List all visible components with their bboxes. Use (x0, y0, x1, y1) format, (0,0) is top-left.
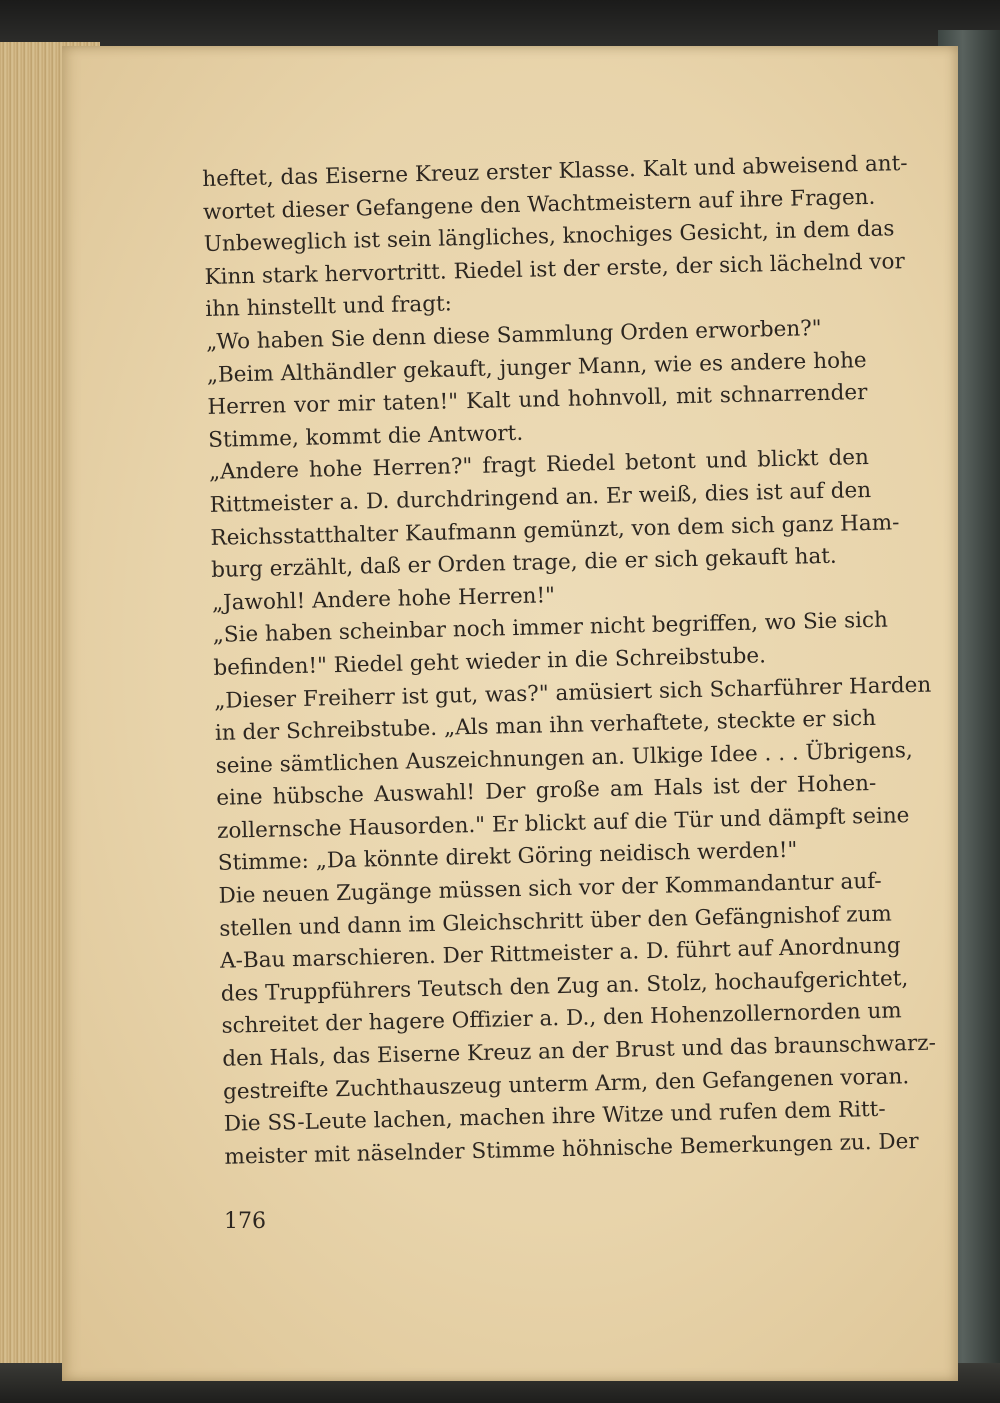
text-line: stellen und dann im Gleichschritt über den Gefängnishof zum (219, 901, 893, 942)
text-line: den Hals, das Eiserne Kreuz an der Brust und das braunschwarz- (222, 1030, 937, 1072)
text-line: Unbeweglich ist sein längliches, knochiges Gesicht, in dem das (203, 216, 895, 258)
book-page (62, 46, 958, 1381)
text-line: seine sämtlichen Auszeichnungen an. Ulkige Idee . . . Übrigens, (215, 737, 914, 779)
text-line: Stimme, kommt die Antwort. (207, 420, 524, 453)
text-line: heftet, das Eiserne Kreuz erster Klasse. Kalt und abweisend ant- (202, 150, 908, 192)
text-line: zollernsche Hausorden." Er blickt auf die Tür und dämpft seine (216, 802, 910, 844)
text-line: „Beim Althändler gekauft, junger Mann, wie es andere hohe (206, 347, 867, 388)
text-line: Herren vor mir taten!" Kalt und hohnvoll, mit schnarrender (207, 380, 868, 421)
body-text (202, 149, 937, 1174)
text-line: in der Schreibstube. „Als man ihn verhaftete, steckte er sich (214, 705, 877, 746)
text-line: A-Bau marschieren. Der Rittmeister a. D. führt auf Anordnung (219, 933, 901, 975)
text-line: „Sie haben scheinbar noch immer nicht begriffen, wo Sie sich (212, 607, 889, 649)
page-number: 176 (224, 1209, 266, 1234)
text-line: Stimme: „Da könnte direkt Göring neidisch werden!" (217, 838, 798, 877)
text-line: Rittmeister a. D. durchdringend an. Er weiß, dies ist auf den (209, 477, 872, 518)
text-line: „Jawohl! Andere hohe Herren!" (211, 582, 556, 616)
text-line: „Dieser Freiherr ist gut, was?" amüsiert sich Scharführer Harden (213, 672, 932, 714)
text-line: ihn hinstellt und fragt: (205, 291, 453, 323)
text-line: des Truppführers Teutsch den Zug an. Stolz, hochaufgerichtet, (220, 966, 909, 1007)
text-line: burg erzählt, daß er Orden trage, die er sich gekauft hat. (210, 543, 838, 584)
text-line: Die neuen Zugänge müssen sich vor der Kommandantur auf- (218, 868, 882, 909)
text-line: Kinn stark hervortritt. Riedel ist der erste, der sich lächelnd vor (204, 248, 906, 290)
scanner-background-top (0, 0, 1000, 48)
text-line: wortet dieser Gefangene den Wachtmeistern auf ihre Fragen. (202, 184, 876, 225)
text-line: meister mit näselnder Stimme höhnische Bemerkungen zu. Der (224, 1128, 919, 1170)
text-line: Die SS-Leute lachen, machen ihre Witze und rufen dem Ritt- (223, 1096, 886, 1137)
text-line: eine hübsche Auswahl! Der große am Hals ist der Hohen- (216, 771, 877, 812)
text-line: befinden!" Riedel geht wieder in die Schreibstube. (213, 643, 767, 681)
text-line: gestreifte Zuchthauszeug unterm Arm, den Gefangenen voran. (222, 1063, 910, 1105)
text-line: „Andere hohe Herren?" fragt Riedel betont und blickt den (208, 445, 870, 486)
text-line: schreitet der hagere Offizier a. D., den Hohenzollernorden um (221, 998, 902, 1040)
text-line: Reichsstatthalter Kaufmann gemünzt, von dem sich ganz Ham- (210, 509, 900, 551)
text-line: „Wo haben Sie denn diese Sammlung Orden erworben?" (205, 315, 822, 355)
